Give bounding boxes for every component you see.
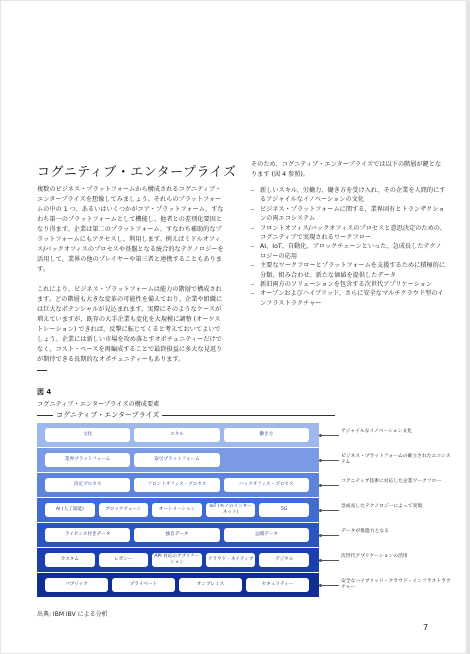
- layer-connector: [319, 510, 339, 511]
- layer-band: [37, 448, 319, 472]
- layer-component-box: プライベート: [112, 578, 175, 592]
- page-edge-shadow: [465, 1, 469, 654]
- layer-component-box: 独自データ: [134, 528, 219, 542]
- layer-connector: [319, 460, 339, 461]
- left-paragraph-1: 複数のビジネス・プラットフォームから構成されるコグニティブ・エンタープライズを想像してみましょう。それらのプラットフォームの中の 1 つ、あるいはいくつかがコア・プラットフォーム、すなわち第一のプラットフォームとして機能し、他者との差別化要因となり得ます。企業は第二のプラットフォーム、すなわち補助的なプラットフォームにもアクセスし、利用します。例えばミドルオフィス/バックオフィスのプロセスや基盤となる統合的なテクノロジーを活用して、業界の他のプレイヤーや第三者と連携することもあります。: [37, 186, 224, 273]
- layer-side-label: データが推進力となる: [341, 528, 389, 534]
- figure-label: 図 4: [37, 388, 52, 396]
- layer-component-box: 5G: [259, 503, 309, 517]
- bullet-item: – AI、IoT、自動化、ブロックチェーンといった、急成長したテクノロジーの応用: [251, 242, 447, 261]
- layer-component-box: ブロックチェーン: [99, 503, 149, 517]
- bullet-item: – ビジネス・プラットフォームに関する、業界固有とトランザクションの両エコシステム: [251, 205, 447, 224]
- bullet-item: – 新しいスキル、労働力、働き方を受け入れ、その企業を人間的にするアジャイルなイノベーションの文化: [251, 186, 447, 205]
- layer-component-box: オンプレミス: [179, 578, 242, 592]
- layer-band: [37, 548, 319, 572]
- bullet-item: – 主要なワークフローとプラットフォームを支援するために積極的に分類、組み合わせ、新たな価値を提供したデータ: [251, 261, 447, 280]
- figure-caption: コグニティブ・エンタープライズの構成要素: [37, 401, 160, 408]
- layer-component-box: カスタム: [45, 553, 95, 567]
- layer-side-label: コグニティブ技術に対応した企業ワークフロー: [341, 478, 442, 484]
- section-end-rule: [37, 370, 47, 371]
- layer-side-label: 急成長したテクノロジーによって実現: [341, 503, 423, 509]
- layer-component-box: 決定プロセス: [45, 478, 130, 492]
- layer-component-box: セキュリティー: [246, 578, 309, 592]
- bullet-item: – オープンおよびハイブリッド、さらに安全なマルチクラウド型のインフラストラクチャー: [251, 289, 447, 308]
- layer-connector: [319, 560, 339, 561]
- layer-component-box: ライセンス付きデータ: [45, 528, 130, 542]
- bullet-item: – フロントオフィス/バックオフィスのプロセスと意思決定のための、コグニティブで実現されるワークフロー: [251, 224, 447, 243]
- layer-component-box: 働き方: [224, 428, 309, 442]
- layer-component-box: 取引プラットフォーム: [134, 453, 219, 467]
- right-intro: そのため、コグニティブ・エンタープライズでは以下の階層が鍵となります (図 4 参照)。: [251, 161, 442, 178]
- layer-connector: [319, 435, 339, 436]
- layer-side-label: ビジネス・プラットフォームの確立されたエコシステム: [341, 453, 451, 465]
- layer-component-box: 文化: [45, 428, 130, 442]
- figure-frame-title: コグニティブ・エンタープライズ: [53, 410, 162, 420]
- layer-component-box: パブリック: [45, 578, 108, 592]
- layer-component-box: 業界プラットフォーム: [45, 453, 130, 467]
- layer-component-box: クラウド・ネイティブ: [206, 553, 256, 567]
- layer-component-box: AI (人工知能): [45, 503, 95, 517]
- layer-side-label: アジャイルなイノベーション文化: [341, 428, 412, 434]
- layer-component-box: レガシー: [99, 553, 149, 567]
- layer-component-box: 公開データ: [224, 528, 309, 542]
- layer-component-box: デジタル: [259, 553, 309, 567]
- bullet-item: – 新旧両方のソリューションを包含する次世代アプリケーション: [251, 280, 447, 289]
- layer-component-box: オートメーション: [152, 503, 202, 517]
- layer-component-box: API 対応のアプリケーション: [152, 553, 202, 567]
- layer-bullet-list: [251, 186, 447, 308]
- layer-component-box: スキル: [134, 428, 219, 442]
- section-heading: コグニティブ・エンタープライズ: [37, 165, 237, 180]
- layer-connector: [319, 585, 339, 586]
- left-paragraph-2: これにより、ビジネス・プラットフォームは能力の階層で構成されます。どの階層も大きな変革の可能性を備えており、企業や組織には巨大なポテンシャルが見込まれます。実際にそのようなケースが増えていますが、既存の大手企業も変化を大規模に調整 (オーケストレーション) できれば、反撃に転じてくると考えておいてよいでしょう。企業には新しい市場を攻め落とすオポチュニティーだけでなく、コスト・ベースを再編成することで最終損益に多大な見返りが期待できる長期的なオポチュニティーもあります。: [37, 286, 223, 363]
- layer-band: [37, 498, 319, 522]
- layer-component-box: フロントオフィス・プロセス: [134, 478, 219, 492]
- layer-band: [37, 523, 319, 547]
- layer-component-box: IoT (モノのインターネット): [206, 503, 256, 517]
- layer-component-box: バックオフィス・プロセス: [224, 478, 309, 492]
- layer-band: [37, 573, 319, 597]
- layer-band: [37, 423, 319, 447]
- left-column: [37, 185, 225, 375]
- page-number: 7: [423, 623, 429, 632]
- figure-source: 出典: IBM IBV による分析: [37, 611, 108, 618]
- layer-connector: [319, 485, 339, 486]
- layer-side-label: 安全なハイブリッド・クラウド・インフラストラクチャー: [341, 578, 451, 590]
- layer-side-label: 次世代アプリケーションの活用: [341, 553, 408, 559]
- right-column: [251, 160, 447, 308]
- layer-connector: [319, 535, 339, 536]
- layer-band: [37, 473, 319, 497]
- layer-diagram: [37, 423, 319, 599]
